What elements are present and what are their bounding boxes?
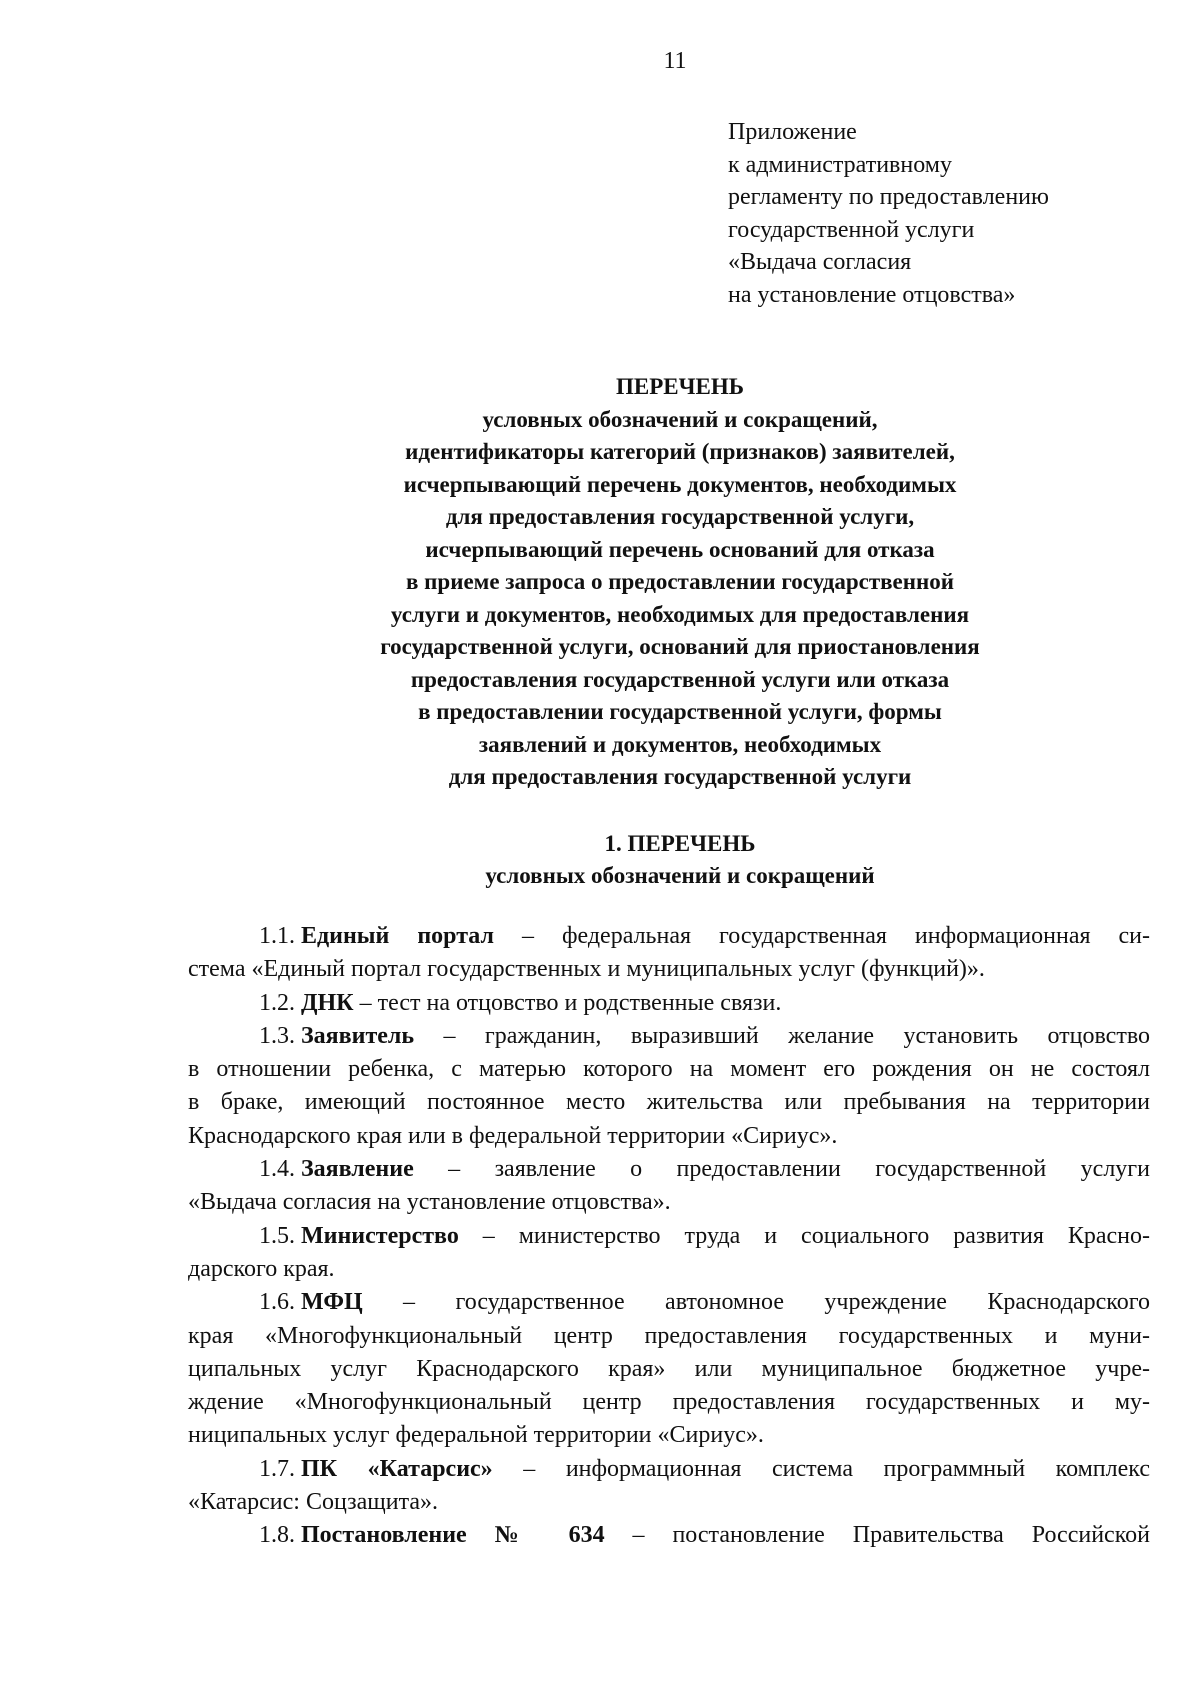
- item-term: ДНК: [301, 989, 354, 1016]
- item-term: Единый портал: [301, 923, 494, 949]
- item-number: 1.2.: [259, 989, 295, 1016]
- list-item-line: дарского края.: [188, 1255, 335, 1282]
- item-term: Заявитель: [301, 1022, 415, 1049]
- title-line: идентификаторы категорий (признаков) заявителей,: [405, 439, 955, 464]
- item-number: 1.6.: [259, 1289, 295, 1316]
- title-line: исчерпывающий перечень документов, необходимых: [403, 471, 957, 497]
- appendix-line: государственной услуги: [728, 216, 975, 243]
- appendix-line: Приложение: [728, 119, 857, 145]
- list-item-line: [188, 920, 1150, 953]
- list-item-line: «Выдача согласия на установление отцовства».: [188, 1189, 671, 1216]
- document-title: [180, 371, 1180, 794]
- item-text: – федеральная государственная информационная си-: [493, 923, 1150, 949]
- section-subheading: условных обозначений и сокращений: [485, 863, 875, 888]
- item-number: 1.1.: [259, 923, 295, 949]
- appendix-line: к административному: [728, 151, 952, 178]
- list-item-line: [188, 1020, 1150, 1053]
- section-heading-block: [180, 828, 1180, 892]
- definitions-list: [188, 920, 1150, 1553]
- section-heading: 1. ПЕРЕЧЕНЬ: [604, 831, 756, 856]
- item-term: Постановление № 634: [301, 1522, 605, 1549]
- title-line: для предоставления государственной услуги: [448, 764, 912, 789]
- item-term: ПК «Катарсис»: [301, 1455, 493, 1482]
- list-item-line: [188, 1153, 1150, 1186]
- item-number: 1.8.: [259, 1522, 295, 1549]
- list-item-line: [188, 1286, 1150, 1319]
- item-number: 1.5.: [259, 1222, 295, 1249]
- item-text: – информационная система программный комплекс: [492, 1455, 1150, 1482]
- item-text: – заявление о предоставлении государственной услуги: [413, 1156, 1150, 1183]
- title-line: ПЕРЕЧЕНЬ: [616, 374, 744, 399]
- item-term: МФЦ: [301, 1289, 363, 1316]
- item-text: – постановление Правительства Российской: [604, 1522, 1150, 1549]
- item-number: 1.4.: [259, 1156, 295, 1183]
- list-item-line: Краснодарского края или в федеральной территории «Сириус».: [188, 1122, 838, 1149]
- list-item-line: ниципальных услуг федеральной территории «Сириус».: [188, 1422, 764, 1449]
- list-item-line: ципальных услуг Краснодарского края» или муниципальное бюджетное учре-: [188, 1355, 1150, 1382]
- appendix-line: регламенту по предоставлению: [728, 184, 1049, 210]
- item-number: 1.3.: [259, 1022, 295, 1049]
- list-item-line: [188, 1453, 1150, 1486]
- appendix-line: на установление отцовства»: [728, 281, 1016, 308]
- list-item-line: ждение «Многофункциональный центр предоставления государственных и му-: [188, 1389, 1150, 1416]
- item-text: – министерство труда и социального развития Красно-: [458, 1222, 1150, 1249]
- item-number: 1.7.: [259, 1455, 295, 1482]
- item-term: Заявление: [301, 1156, 414, 1183]
- title-line: предоставления государственной услуги или отказа: [410, 666, 950, 692]
- page-number: 11: [663, 48, 687, 74]
- title-line: исчерпывающий перечень оснований для отказа: [425, 536, 935, 562]
- list-item-line: [188, 987, 1150, 1020]
- title-line: в предоставлении государственной услуги, формы: [418, 699, 942, 724]
- item-text: – тест на отцовство и родственные связи.: [353, 989, 782, 1016]
- list-item-line: края «Многофункциональный центр предоставления государственных и муни-: [188, 1322, 1150, 1349]
- list-item-line: в браке, имеющий постоянное место жительства или пребывания на территории: [188, 1089, 1150, 1116]
- appendix-block: [728, 116, 1049, 311]
- title-line: государственной услуги, оснований для приостановления: [380, 634, 980, 659]
- list-item-line: [188, 1220, 1150, 1253]
- item-text: – государственное автономное учреждение Краснодарского: [362, 1289, 1150, 1316]
- list-item-line: в отношении ребенка, с матерью которого на момент его рождения он не состоял: [188, 1056, 1150, 1083]
- list-item-line: «Катарсис: Соцзащита».: [188, 1489, 439, 1516]
- title-line: услуги и документов, необходимых для предоставления: [390, 601, 970, 627]
- item-text: – гражданин, выразивший желание установить отцовство: [414, 1022, 1150, 1049]
- list-item-line: [188, 1519, 1150, 1552]
- title-line: для предоставления государственной услуги,: [445, 504, 915, 529]
- item-term: Министерство: [301, 1222, 459, 1249]
- title-line: условных обозначений и сокращений,: [482, 406, 878, 432]
- title-line: в приеме запроса о предоставлении государственной: [405, 569, 955, 594]
- title-line: заявлений и документов, необходимых: [478, 731, 882, 757]
- list-item-line: стема «Единый портал государственных и муниципальных услуг (функций)».: [188, 956, 985, 983]
- appendix-line: «Выдача согласия: [728, 249, 912, 275]
